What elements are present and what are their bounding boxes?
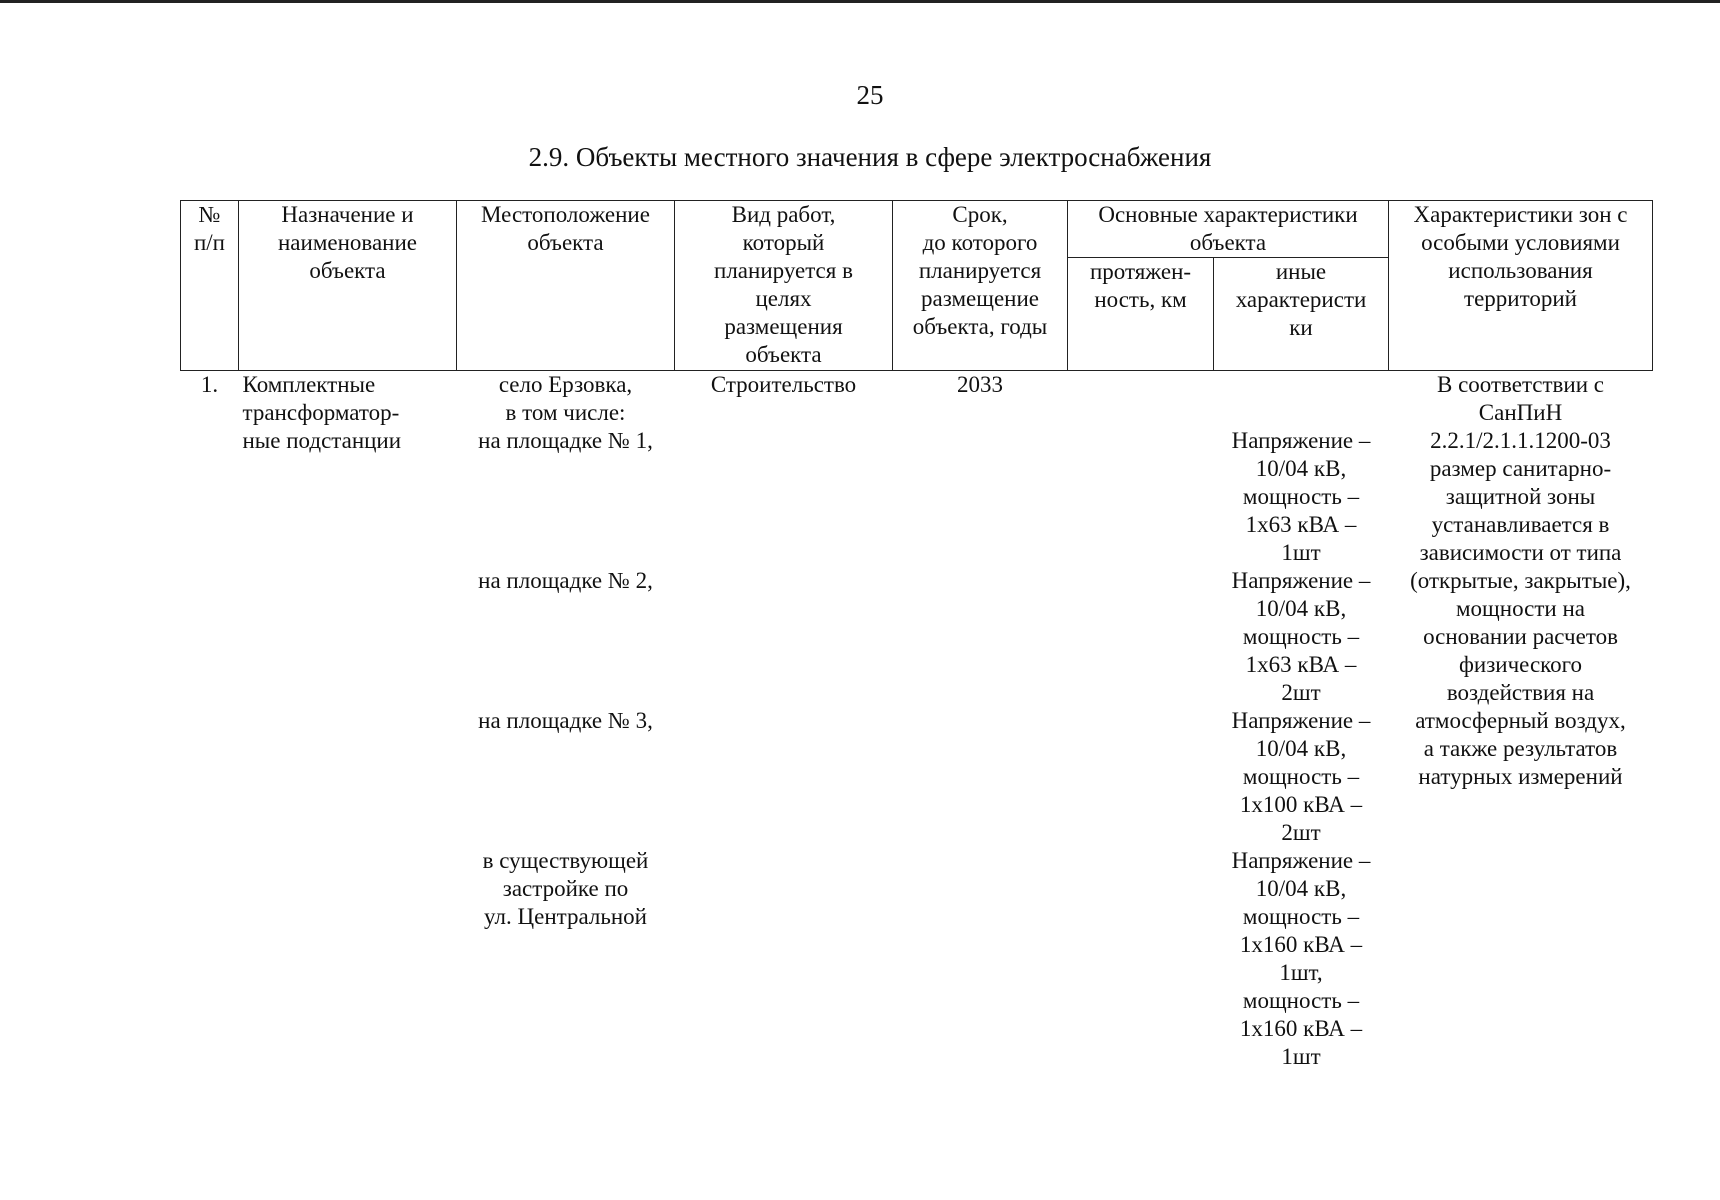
object-name: Комплектные трансформатор- ные подстанции — [239, 371, 457, 1072]
electricity-objects-table — [180, 200, 1653, 1071]
object-location: село Ерзовка, в том числе: на площадке № 1, на площадке № 2, на площадке № 3, в существующей застройке по ул. Центральной — [457, 371, 675, 1072]
header-work-type: Вид работ, который планируется в целях размещения объекта — [675, 201, 893, 371]
header-deadline: Срок, до которого планируется размещение объекта, годы — [893, 201, 1068, 371]
zone-characteristics: В соответствии с СанПиН 2.2.1/2.1.1.1200-03 размер санитарно- защитной зоны устанавливается в зависимости от типа (открытые, закрытые), мощности на основании расчетов физического воздействия на атмосферный воздух, а также результатов натурных измерений — [1389, 371, 1653, 1072]
header-num: № п/п — [181, 201, 239, 371]
table-row — [181, 371, 1653, 1072]
row-number: 1. — [181, 371, 239, 1072]
header-name: Назначение и наименование объекта — [239, 201, 457, 371]
site-3-location: на площадке № 3, — [478, 708, 653, 733]
header-other-characteristics: иные характеристи ки — [1214, 258, 1389, 371]
site-1-location: на площадке № 1, — [478, 428, 653, 453]
other-characteristics: Напряжение – 10/04 кВ, мощность – 1х63 кВА – 1шт Напряжение – 10/04 кВ, мощность – 1х63 кВА – 2шт Напряжение – 10/04 кВ, мощность – 1х100 кВА – 2шт Напряжение – 10/04 кВ, мощность – 1х160 кВА – 1шт, мощность – 1х160 кВА – 1шт — [1214, 371, 1389, 1072]
scan-edge — [0, 0, 1720, 3]
header-location: Местоположение объекта — [457, 201, 675, 371]
header-zone-characteristics: Характеристики зон с особыми условиями использования территорий — [1389, 201, 1653, 371]
page-number: 25 — [856, 80, 884, 110]
section-title: 2.9. Объекты местного значения в сфере электроснабжения — [528, 142, 1212, 172]
length-km — [1068, 371, 1214, 1072]
deadline-year: 2033 — [893, 371, 1068, 1072]
header-length: протяжен- ность, км — [1068, 258, 1214, 371]
work-type: Строительство — [675, 371, 893, 1072]
site-2-location: на площадке № 2, — [478, 568, 653, 593]
site-4-location: в существующей — [482, 848, 649, 873]
header-main-characteristics: Основные характеристики объекта — [1068, 201, 1389, 258]
